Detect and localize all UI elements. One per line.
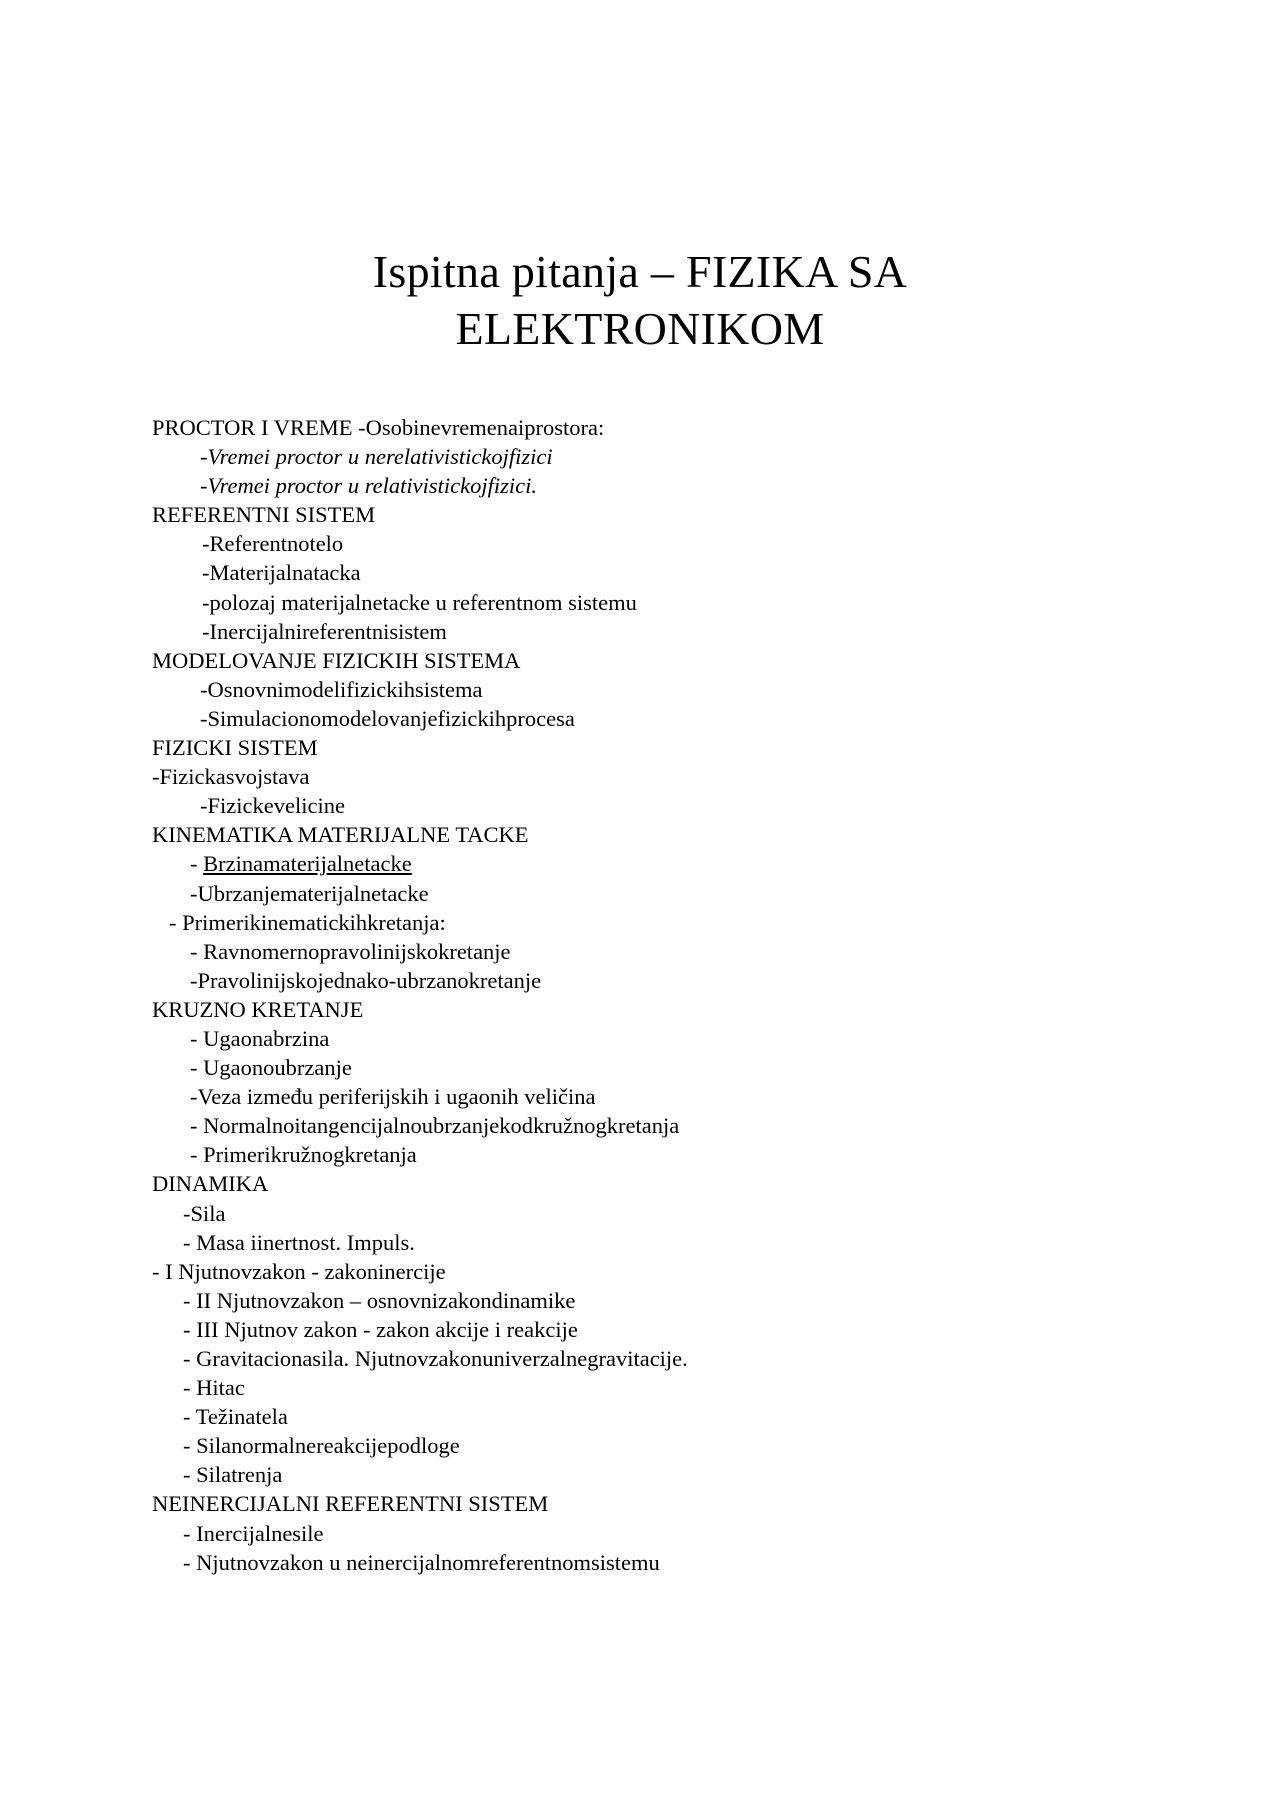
list-item: - Silanormalnereakcijepodloge	[183, 1433, 460, 1459]
list-item: - I Njutnovzakon - zakoninercije	[152, 1258, 446, 1284]
list-item: -Simulacionomodelovanjefizickihprocesa	[200, 705, 575, 731]
list-item: - Ugaonabrzina	[190, 1025, 330, 1051]
list-item: -Referentnotelo	[202, 531, 344, 557]
list-item: - Ugaonoubrzanje	[190, 1055, 352, 1081]
list-item: - Njutnovzakon u neinercijalnomreferentnomsistemu	[183, 1549, 660, 1575]
list-item	[152, 849, 1152, 878]
list-item: -Vremei proctor u relativistickojfizici.	[200, 473, 538, 499]
list-item: -Pravolinijskojednako-ubrzanokretanje	[190, 967, 542, 993]
section-heading: KRUZNO KRETANJE	[152, 996, 364, 1022]
list-item: -Inercijalnireferentnisistem	[202, 618, 447, 644]
underlined-term: Brzinamaterijalnetacke	[203, 851, 412, 877]
list-item: -polozaj materijalnetacke u referentnom sistemu	[202, 589, 637, 615]
section-heading: MODELOVANJE FIZICKIH SISTEMA	[152, 647, 521, 673]
list-item: - Inercijalnesile	[183, 1520, 324, 1546]
list-item: -Ubrzanjematerijalnetacke	[190, 880, 429, 906]
list-item: -Veza između periferijskih i ugaonih veličina	[190, 1084, 596, 1110]
list-item: -Osnovnimodelifizickihsistema	[200, 676, 483, 702]
list-item: - Ravnomernopravolinijskokretanje	[190, 938, 511, 964]
section-heading: KINEMATIKA MATERIJALNE TACKE	[152, 822, 529, 848]
list-item: - II Njutnovzakon – osnovnizakondinamike	[183, 1287, 576, 1313]
list-item: -Sila	[183, 1200, 226, 1226]
section-heading: NEINERCIJALNI REFERENTNI SISTEM	[152, 1491, 549, 1517]
list-item: - Primerikinematickihkretanja:	[169, 909, 446, 935]
document-title-line-2: ELEKTRONIKOM	[455, 303, 825, 354]
list-item: -Vremei proctor u nerelativistickojfizici	[200, 444, 553, 470]
section-heading: DINAMIKA	[152, 1171, 269, 1197]
section-heading: FIZICKI SISTEM	[152, 735, 318, 761]
section-heading: REFERENTNI SISTEM	[152, 502, 376, 528]
list-item: - Normalnoitangencijalnoubrzanjekodkružnogkretanja	[190, 1113, 680, 1139]
list-item: -Materijalnatacka	[202, 560, 361, 586]
list-item: -Fizickasvojstava	[152, 764, 310, 790]
list-item: - Primerikružnogkretanja	[190, 1142, 417, 1168]
list-item: - Silatrenja	[183, 1462, 283, 1488]
list-item: - Gravitacionasila. Njutnovzakonuniverzalnegravitacije.	[183, 1346, 688, 1371]
section-heading: PROCTOR I VREME -Osobinevremenaiprostora:	[152, 415, 605, 440]
list-item: - Hitac	[183, 1375, 245, 1401]
list-item-dash: -	[190, 851, 204, 877]
document-title-line-1: Ispitna pitanja – FIZIKA SA	[372, 246, 908, 297]
question-list	[152, 413, 1152, 1577]
list-item: - Masa iinertnost. Impuls.	[183, 1229, 415, 1255]
list-item: -Fizickevelicine	[200, 793, 345, 819]
list-item: - Težinatela	[183, 1404, 288, 1430]
list-item: - III Njutnov zakon - zakon akcije i reakcije	[183, 1316, 578, 1342]
